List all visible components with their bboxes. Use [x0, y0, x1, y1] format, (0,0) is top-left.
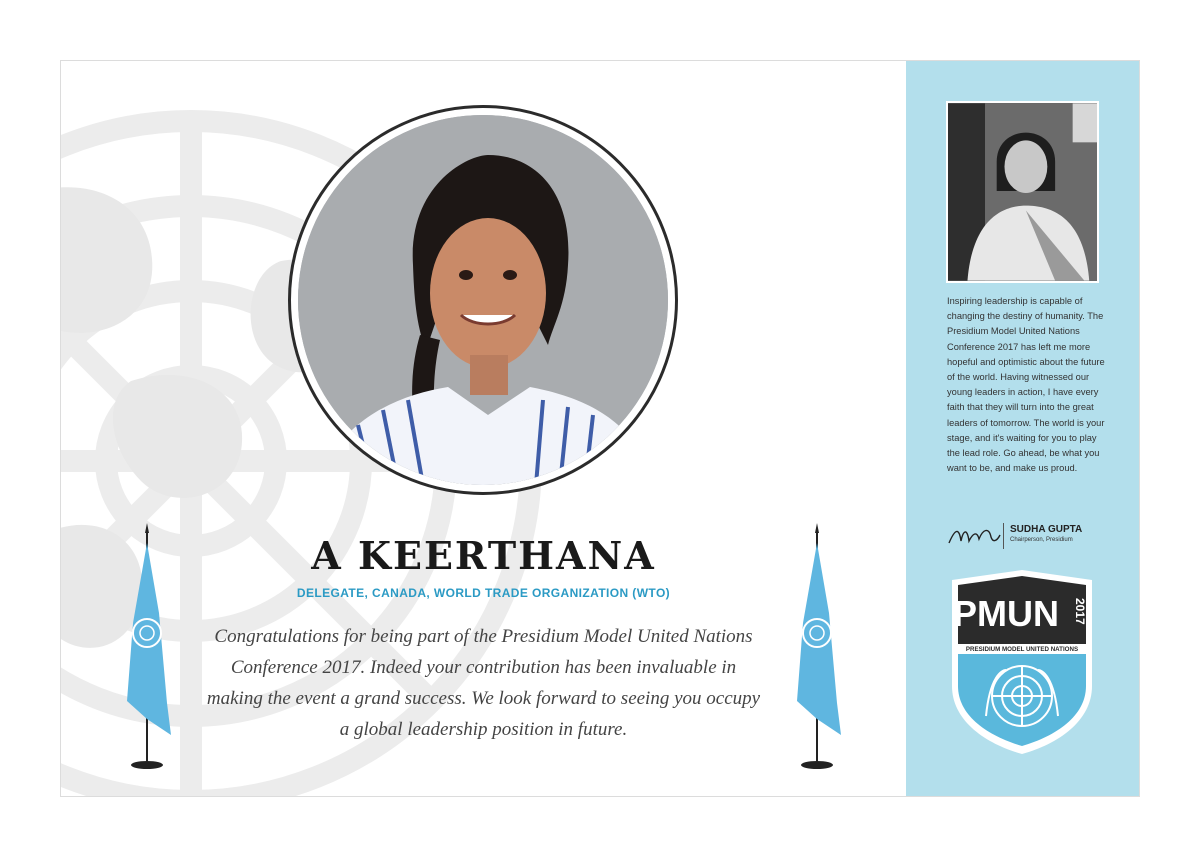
- chairperson-photo: [946, 101, 1099, 283]
- un-flag-icon: [787, 523, 847, 773]
- delegate-role: DELEGATE, CANADA, WORLD TRADE ORGANIZATION (WTO): [296, 586, 671, 600]
- delegate-portrait: [298, 115, 668, 485]
- pmun-tagline: PRESIDIUM MODEL UNITED NATIONS: [965, 646, 1079, 653]
- delegate-portrait-frame: [288, 105, 678, 495]
- signature-mark: [947, 521, 1002, 551]
- pmun-year: 2017: [1073, 598, 1087, 625]
- signature-divider: [1003, 523, 1004, 549]
- chairperson-sidebar: [906, 61, 1139, 796]
- signatory-title: Chairperson, Presidium: [1010, 537, 1073, 543]
- un-flag-icon: [119, 523, 179, 773]
- congratulations-message: Congratulations for being part of the Presidium Model United Nations Conference 2017. Indeed your contribution has been invaluable in making the event a grand success. We look forward to seeing you occupy a global leadership position in future.: [206, 626, 761, 740]
- pmun-wordmark: PMUN: [953, 593, 1059, 634]
- certificate-main-panel: [61, 61, 906, 796]
- pmun-shield-icon: [946, 566, 1098, 756]
- certificate-card: [60, 60, 1140, 797]
- chairperson-quote: Inspiring leadership is capable of changing the destiny of humanity. The Presidium Model United Nations Conference 2017 has left me more hopeful and optimistic about the future of the world. Having witnessed our young leaders in action, I have every faith that they will turn into the great leaders of tomorrow. The world is your stage, and it's waiting for you to play the lead role. Go ahead, be what you want to be, and make us proud.: [947, 296, 1105, 474]
- signature-block: [947, 521, 1117, 551]
- delegate-name: A KEERTHANA: [311, 533, 656, 578]
- signatory-name: SUDHA GUPTA: [1010, 524, 1083, 535]
